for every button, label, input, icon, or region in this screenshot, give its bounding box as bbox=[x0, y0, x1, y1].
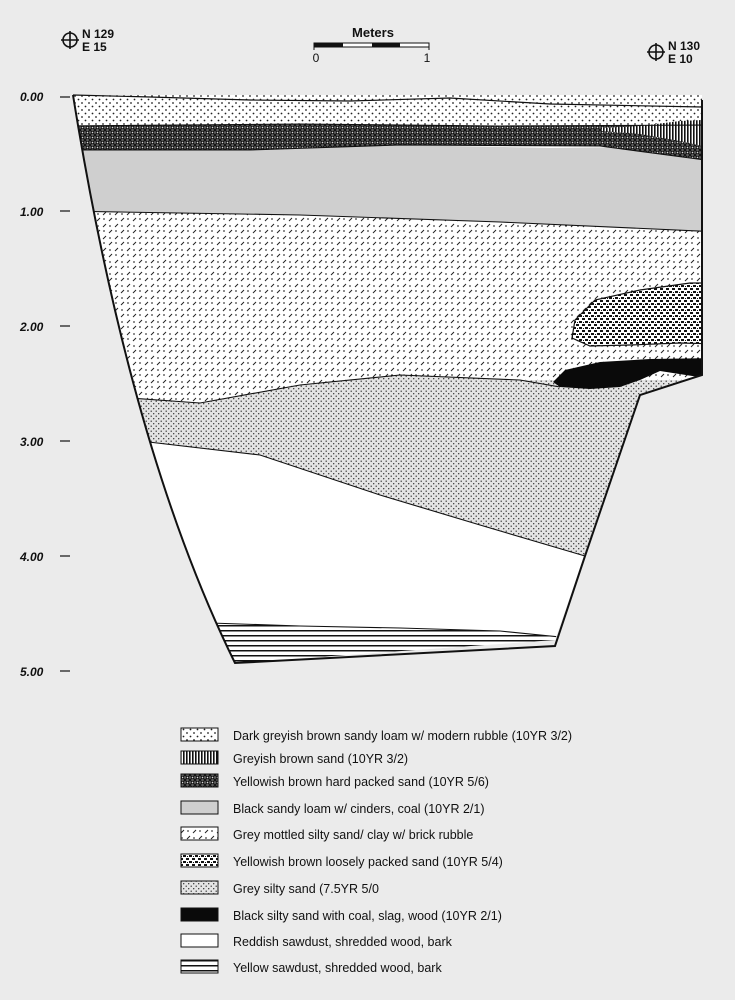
layer-dark-greyish-brown-sandy-loam bbox=[60, 90, 720, 126]
legend-item bbox=[181, 728, 572, 743]
legend-item bbox=[181, 774, 489, 789]
legend-item bbox=[181, 881, 379, 896]
scale-title: Meters bbox=[352, 25, 394, 40]
legend-swatch bbox=[181, 827, 218, 840]
datum-left-east: E 15 bbox=[82, 40, 107, 54]
depth-label: 5.00 bbox=[20, 665, 44, 679]
legend-label: Black sandy loam w/ cinders, coal (10YR 2/1) bbox=[233, 802, 485, 816]
legend-swatch bbox=[181, 934, 218, 947]
depth-label: 2.00 bbox=[20, 320, 44, 334]
depth-label: 3.00 bbox=[20, 435, 44, 449]
legend-swatch bbox=[181, 960, 218, 973]
datum-marker-right bbox=[647, 39, 700, 66]
scale-label-end: 1 bbox=[423, 51, 431, 65]
legend-item bbox=[181, 801, 485, 816]
depth-axis bbox=[19, 90, 70, 679]
legend-item bbox=[181, 934, 453, 949]
legend-item bbox=[181, 751, 408, 766]
legend-swatch bbox=[181, 751, 218, 764]
depth-label: 1.00 bbox=[20, 205, 44, 219]
legend-label: Dark greyish brown sandy loam w/ modern rubble (10YR 3/2) bbox=[233, 729, 573, 743]
legend-label: Greyish brown sand (10YR 3/2) bbox=[233, 752, 409, 766]
datum-marker-left bbox=[61, 27, 114, 54]
legend-swatch bbox=[181, 728, 218, 741]
legend-item bbox=[181, 827, 473, 842]
legend-item bbox=[181, 908, 502, 923]
legend-label: Grey mottled silty sand/ clay w/ brick rubble bbox=[233, 828, 474, 842]
legend-swatch bbox=[181, 854, 218, 867]
datum-right-east: E 10 bbox=[668, 52, 693, 66]
scale-label-start: 0 bbox=[312, 51, 320, 65]
legend-label: Black silty sand with coal, slag, wood (10YR 2/1) bbox=[233, 909, 502, 923]
legend-item bbox=[181, 854, 503, 869]
depth-label: 4.00 bbox=[20, 550, 44, 564]
scale-bar bbox=[313, 25, 431, 65]
legend-label: Reddish sawdust, shredded wood, bark bbox=[233, 935, 452, 949]
datum-right-north: N 130 bbox=[668, 39, 701, 53]
legend-swatch bbox=[181, 908, 218, 921]
legend-swatch bbox=[181, 881, 218, 894]
depth-label: 0.00 bbox=[20, 90, 44, 104]
datum-left-north: N 129 bbox=[82, 27, 115, 41]
legend-swatch bbox=[181, 801, 218, 814]
legend-label: Yellowish brown loosely packed sand (10YR 5/4) bbox=[233, 855, 503, 869]
trench-profile bbox=[60, 90, 720, 690]
legend bbox=[181, 728, 572, 975]
legend-label: Yellowish brown hard packed sand (10YR 5/6) bbox=[233, 775, 489, 789]
legend-item bbox=[181, 960, 442, 975]
legend-label: Yellow sawdust, shredded wood, bark bbox=[233, 961, 442, 975]
legend-label: Grey silty sand (7.5YR 5/0 bbox=[233, 882, 379, 896]
legend-swatch bbox=[181, 774, 218, 787]
